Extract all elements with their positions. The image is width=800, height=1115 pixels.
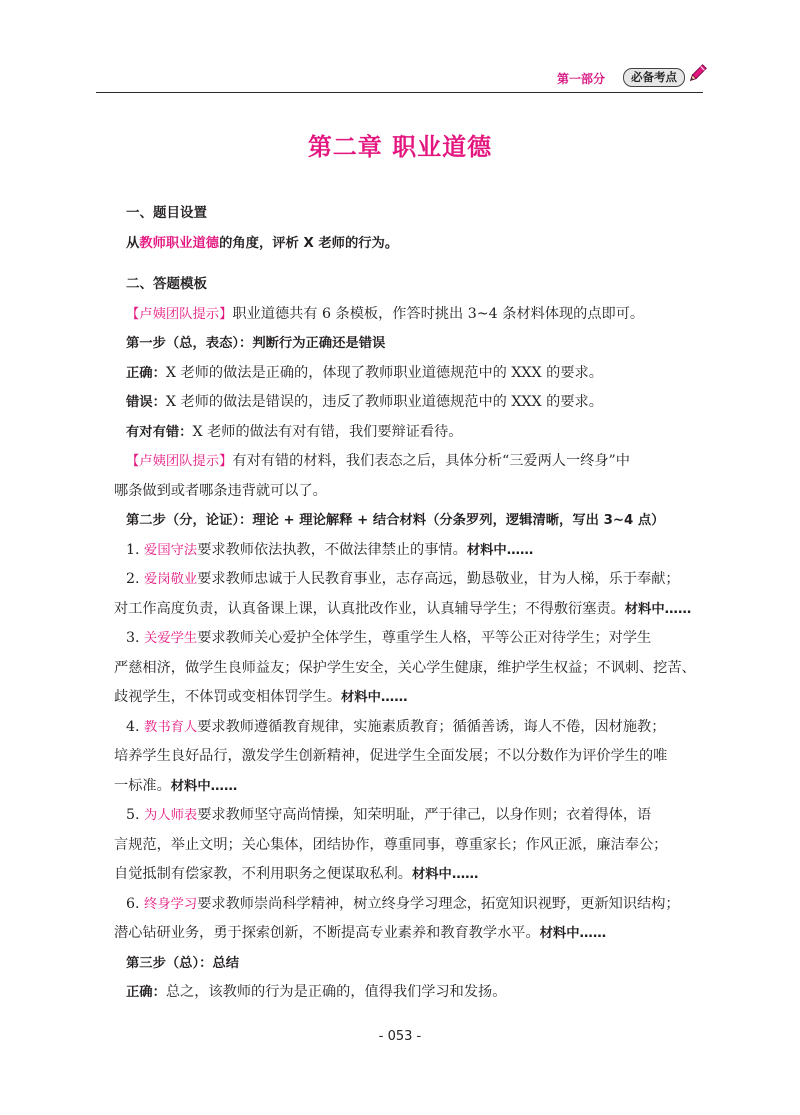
keyword: 爱岗敬业 [144,572,198,587]
list-item: 3. 关爱学生要求教师关心爱护全体学生，尊重学生人格，平等公正对待学生；对学生 [126,630,652,646]
keyword: 教师职业道德 [139,235,220,251]
step-1: 第一步（总，表态）：判断行为正确还是错误 [126,336,386,351]
tip-line-cont: 哪条做到或者哪条违背就可以了。 [114,482,327,499]
list-item: 2. 爱岗敬业要求教师忠诚于人民教育事业，志存高远，勤恳敬业，甘为人梯，乐于奉献； [126,571,680,587]
keyword: 为人师表 [144,808,198,823]
keyword: 教书育人 [144,719,198,735]
chapter-title: 第二章 职业道德 [307,133,493,161]
step-3: 第三步（总）：总结 [126,955,240,971]
list-item-cont: 培养学生良好品行，激发学生创新精神，促进学生全面发展；不以分数作为评价学生的唯 [114,748,668,764]
list-item: 6. 终身学习要求教师崇尚科学精神，树立终身学习理念，拓宽知识视野，更新知识结构； [126,895,680,912]
tip-label: 【卢姨团队提示】 [126,306,233,322]
list-item-cont: 对工作高度负责，认真备课上课，认真批改作业，认真辅导学生；不得敷衍塞责。材料中…… [114,600,692,617]
header-badge: 必备考点 [623,68,685,87]
list-item-cont: 自觉抵制有偿家教，不利用职务之便谋取私利。材料中…… [114,866,479,882]
answer-mixed: 有对有错：X 老师的做法有对有错，我们要辩证看待。 [126,423,463,440]
list-item: 4. 教书育人要求教师遵循教育规律，实施素质教育；循循善诱，诲人不倦，因材施教； [126,718,666,735]
page-number: - 053 - [378,1029,422,1044]
header-part-label: 第一部分 [556,72,605,86]
list-item-cont: 歧视学生，不体罚或变相体罚学生。材料中…… [114,689,408,705]
main-content [114,199,706,1008]
list-item: 1. 爱国守法要求教师依法执教，不做法律禁止的事情。材料中…… [126,541,534,558]
section-heading: 一、题目设置 [126,205,207,221]
section-heading: 二、答题模板 [126,276,207,292]
list-item-cont: 言规范，举止文明；关心集体，团结协作，尊重同事，尊重家长；作风正派，廉洁奉公； [114,836,668,853]
pencil-icon [687,62,709,84]
keyword: 关爱学生 [144,631,198,646]
tip-line: 【卢姨团队提示】有对有错的材料，我们表态之后，具体分析“三爱两人一终身”中 [126,453,630,469]
list-item: 5. 为人师表要求教师坚守高尚情操，知荣明耻，严于律己，以身作则；衣着得体，语 [126,807,652,823]
section-question: 从教师职业道德的角度，评析 X 老师的行为。 [126,235,399,251]
tip-line: 【卢姨团队提示】职业道德共有 6 条模板，作答时挑出 3~4 条材料体现的点即可。 [126,305,645,322]
list-item-cont: 严慈相济，做学生良师益友；保护学生安全，关心学生健康，维护学生权益；不讽刺、挖苦、 [114,659,696,676]
answer-correct: 正确：X 老师的做法是正确的，体现了教师职业道德规范中的 XXX 的要求。 [126,364,603,381]
answer-wrong: 错误：X 老师的做法是错误的，违反了教师职业道德规范中的 XXX 的要求。 [126,394,603,410]
keyword: 爱国守法 [144,542,198,558]
page-header [96,66,703,93]
list-item-cont: 潜心钻研业务，勇于探索创新，不断提高专业素养和教育教学水平。材料中…… [114,925,607,941]
final-answer: 正确：总之，该教师的行为是正确的，值得我们学习和发扬。 [126,984,507,1000]
keyword: 终身学习 [144,896,198,912]
list-item-cont: 一标准。材料中…… [114,777,238,794]
tip-label: 【卢姨团队提示】 [126,454,233,469]
step-2: 第二步（分，论证）：理论 + 理论解释 + 结合材料（分条罗列，逻辑清晰，写出 3~4 点） [126,513,665,528]
